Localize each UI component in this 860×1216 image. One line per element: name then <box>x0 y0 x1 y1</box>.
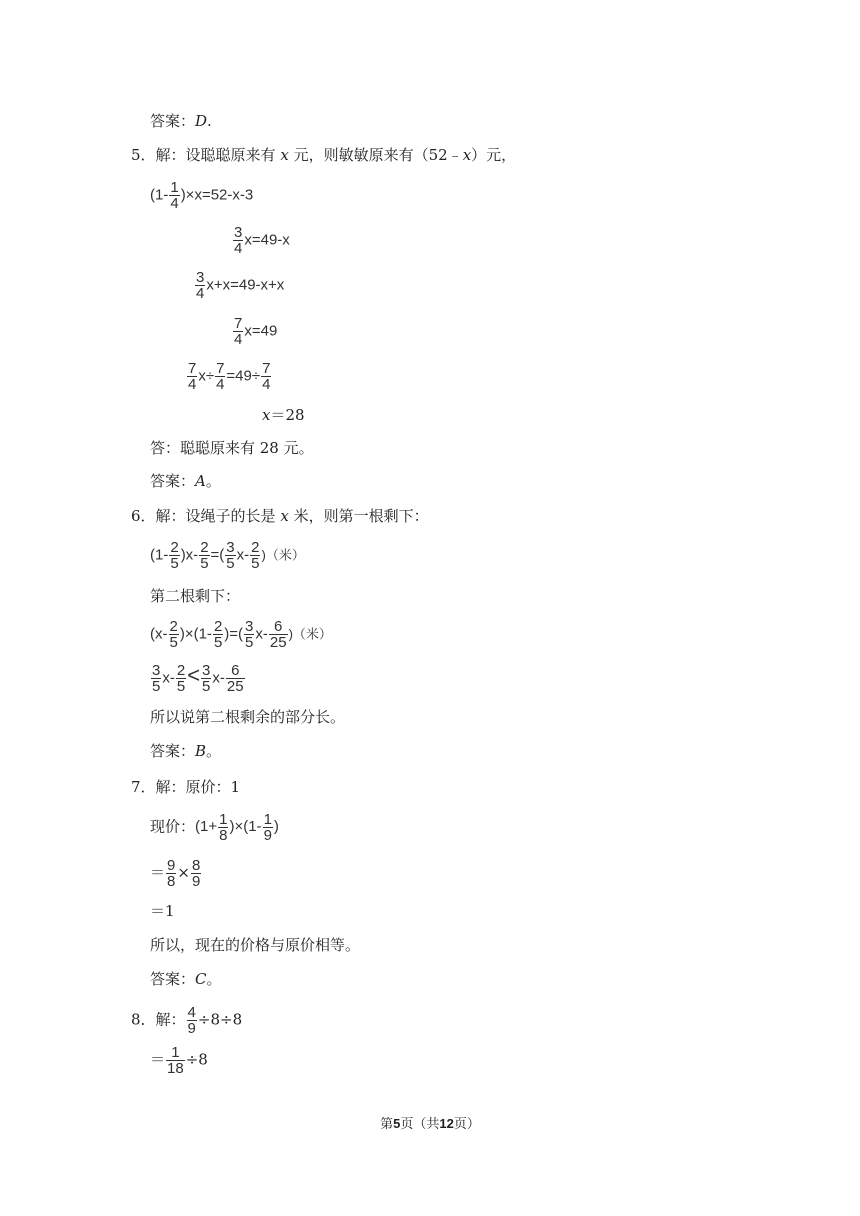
text-segment: 现价： <box>150 817 196 836</box>
text-segment: . <box>207 112 212 130</box>
numerator: 1 <box>263 811 272 828</box>
denominator: 4 <box>262 376 271 393</box>
text-segment: 答案： <box>150 970 196 988</box>
numerator: 6 <box>269 619 288 635</box>
text-segment <box>165 1044 186 1077</box>
text-segment: )（米） <box>261 547 305 563</box>
numerator: 2 <box>213 618 223 635</box>
text-segment: C <box>195 970 207 988</box>
text-segment: ) <box>273 818 279 836</box>
q5-eq3 <box>194 270 284 301</box>
text-segment: 答案： <box>150 472 196 490</box>
text-segment: x <box>462 146 472 164</box>
text-segment: 6．解： <box>131 507 186 525</box>
text-segment: ÷8÷8 <box>197 1010 243 1029</box>
denominator: 5 <box>251 555 260 572</box>
text-segment: 设聪聪原来有 <box>185 146 276 164</box>
denominator: 5 <box>245 634 254 651</box>
text-segment: (1+ <box>195 818 218 836</box>
text-segment: x <box>262 406 271 424</box>
text-segment: (1- <box>150 546 169 564</box>
text-segment: )×(1- <box>179 625 212 643</box>
denominator: 9 <box>263 827 272 844</box>
denominator: 5 <box>170 555 179 572</box>
text-segment: 5．解： <box>131 146 186 164</box>
q5-eq2 <box>232 225 290 256</box>
denominator: 4 <box>170 195 179 212</box>
text-segment: < <box>187 662 201 688</box>
numerator: 3 <box>196 269 205 286</box>
numerator: 2 <box>176 662 186 679</box>
numerator: 2 <box>251 539 260 556</box>
text-segment: 第 <box>380 1117 394 1132</box>
q7-eq3: ＝1 <box>150 902 175 920</box>
text-segment: ＝ <box>150 1050 166 1069</box>
text-segment <box>186 1004 198 1037</box>
numerator: 6 <box>226 663 245 679</box>
q5-eq5 <box>186 361 272 392</box>
text-segment: x÷ <box>198 367 215 385</box>
numerator: 2 <box>169 618 178 635</box>
q6-header <box>131 506 429 526</box>
text-segment: 7．解： <box>131 778 186 796</box>
numerator: 7 <box>188 360 197 377</box>
fraction <box>169 180 179 211</box>
text-segment: ）元， <box>471 146 517 164</box>
numerator: 1 <box>219 811 228 828</box>
denominator: 9 <box>187 1020 196 1037</box>
text-segment: ÷8 <box>185 1050 208 1069</box>
text-segment: )x- <box>180 546 199 564</box>
denominator: 8 <box>167 873 176 890</box>
numerator: 4 <box>187 1004 196 1021</box>
text-segment: x=49-x <box>244 231 290 249</box>
numerator: 7 <box>262 360 271 377</box>
text-segment: (1- <box>150 186 169 204</box>
text-segment: 。 <box>206 970 222 988</box>
text-segment <box>190 857 202 890</box>
numerator: 2 <box>200 539 209 556</box>
text-segment: B <box>195 742 207 760</box>
fraction <box>233 225 243 256</box>
page-footer <box>0 1113 860 1132</box>
denominator: 5 <box>169 634 178 651</box>
numerator: 3 <box>202 662 211 679</box>
fraction <box>169 540 179 571</box>
fraction <box>225 540 235 571</box>
q8-eq2 <box>150 1045 208 1076</box>
text-segment: =( <box>210 546 225 564</box>
fraction <box>195 270 205 301</box>
fraction <box>218 812 228 843</box>
q6-conclusion: 所以说第二根剩余的部分长。 <box>150 708 346 726</box>
fraction <box>244 619 254 650</box>
denominator: 5 <box>202 678 211 695</box>
fraction <box>226 663 245 694</box>
q7-eq1 <box>150 812 279 843</box>
text-segment: 。 <box>206 742 222 760</box>
numerator: 3 <box>234 224 243 241</box>
fraction <box>191 858 201 889</box>
fraction <box>263 812 273 843</box>
numerator: 1 <box>170 179 179 196</box>
denominator: 25 <box>226 678 244 695</box>
numerator: 1 <box>166 1045 185 1061</box>
fraction <box>166 1045 185 1076</box>
denominator: 4 <box>188 376 197 393</box>
text-segment <box>195 811 279 844</box>
numerator: 3 <box>226 539 235 556</box>
text-segment: 米，则第一根剩下： <box>293 507 429 525</box>
q5-header <box>131 145 516 165</box>
text-segment: x- <box>212 669 225 687</box>
fraction <box>169 619 179 650</box>
text-segment: 答案： <box>150 112 196 130</box>
text-segment: D <box>195 112 208 130</box>
text-segment: 元，则敏敏原来有（52﹣ <box>293 146 463 164</box>
text-segment: 原价：1 <box>185 778 241 796</box>
text-segment: x <box>280 507 289 525</box>
fraction <box>151 663 161 694</box>
text-segment: )（米） <box>288 626 332 642</box>
text-segment: 页） <box>453 1117 480 1132</box>
fraction <box>201 663 211 694</box>
denominator: 8 <box>219 827 228 844</box>
answer-7 <box>150 969 222 989</box>
fraction <box>199 540 209 571</box>
denominator: 4 <box>216 376 225 393</box>
text-segment: ＝ <box>150 863 166 882</box>
text-segment: 设绳子的长是 <box>185 507 276 525</box>
denominator: 5 <box>213 634 223 651</box>
text-segment: A <box>195 472 206 490</box>
numerator: 7 <box>216 360 225 377</box>
answer-5 <box>150 471 221 491</box>
text-segment: x+x=49-x+x <box>206 276 285 294</box>
q7-header <box>131 777 240 797</box>
q6-eq2 <box>150 619 332 650</box>
text-segment <box>165 857 177 890</box>
denominator: 5 <box>226 555 235 572</box>
fraction <box>233 316 243 347</box>
fraction <box>187 361 197 392</box>
q8-header <box>131 1005 242 1036</box>
q5-eq1 <box>150 180 253 211</box>
text-segment: 页（共 <box>400 1117 440 1132</box>
text-segment: x- <box>236 546 250 564</box>
text-segment: × <box>177 863 190 882</box>
denominator: 9 <box>191 873 201 890</box>
text-segment: x=49 <box>244 322 278 340</box>
q7-conclusion: 所以，现在的价格与原价相等。 <box>150 936 361 954</box>
text-segment: )×x=52-x-3 <box>180 186 254 204</box>
numerator: 3 <box>245 618 254 635</box>
fraction <box>213 619 223 650</box>
text-segment: x- <box>162 669 175 687</box>
denominator: 25 <box>269 634 287 651</box>
denominator: 4 <box>234 240 243 257</box>
fraction <box>250 540 260 571</box>
denominator: 5 <box>152 678 161 695</box>
text-segment: 5 <box>393 1116 401 1131</box>
text-segment: 答案： <box>150 742 196 760</box>
fraction <box>269 619 288 650</box>
text-segment: x- <box>255 625 268 643</box>
q5-answer-sentence: 答：聪聪原来有 28 元。 <box>150 439 314 457</box>
text-segment: 8．解： <box>131 1010 186 1029</box>
text-segment: ＝28 <box>270 406 305 424</box>
text-segment: )=( <box>224 625 244 643</box>
q7-eq2 <box>150 858 202 889</box>
numerator: 2 <box>170 539 179 556</box>
text-segment: 12 <box>439 1116 454 1131</box>
numerator: 9 <box>167 857 176 874</box>
numerator: 8 <box>191 857 201 874</box>
text-segment: x <box>280 146 289 164</box>
fraction <box>176 663 186 694</box>
answer-4 <box>150 111 212 131</box>
text-segment: )×(1- <box>229 818 262 836</box>
answer-6 <box>150 741 221 761</box>
text-segment: (x- <box>150 625 168 643</box>
denominator: 18 <box>167 1060 184 1077</box>
denominator: 5 <box>176 678 186 695</box>
q5-eq6 <box>262 405 305 425</box>
q6-second-label: 第二根剩下： <box>150 587 241 605</box>
fraction <box>187 1005 197 1036</box>
fraction <box>215 361 225 392</box>
denominator: 5 <box>200 555 209 572</box>
text-segment: 。 <box>205 472 221 490</box>
fraction <box>166 858 176 889</box>
q6-eq3 <box>150 663 246 694</box>
denominator: 4 <box>234 331 243 348</box>
numerator: 7 <box>234 315 243 332</box>
denominator: 4 <box>196 285 205 302</box>
fraction <box>261 361 271 392</box>
q5-eq4 <box>232 316 277 347</box>
q6-eq1 <box>150 540 305 571</box>
text-segment: =49÷ <box>226 367 261 385</box>
numerator: 3 <box>152 662 161 679</box>
